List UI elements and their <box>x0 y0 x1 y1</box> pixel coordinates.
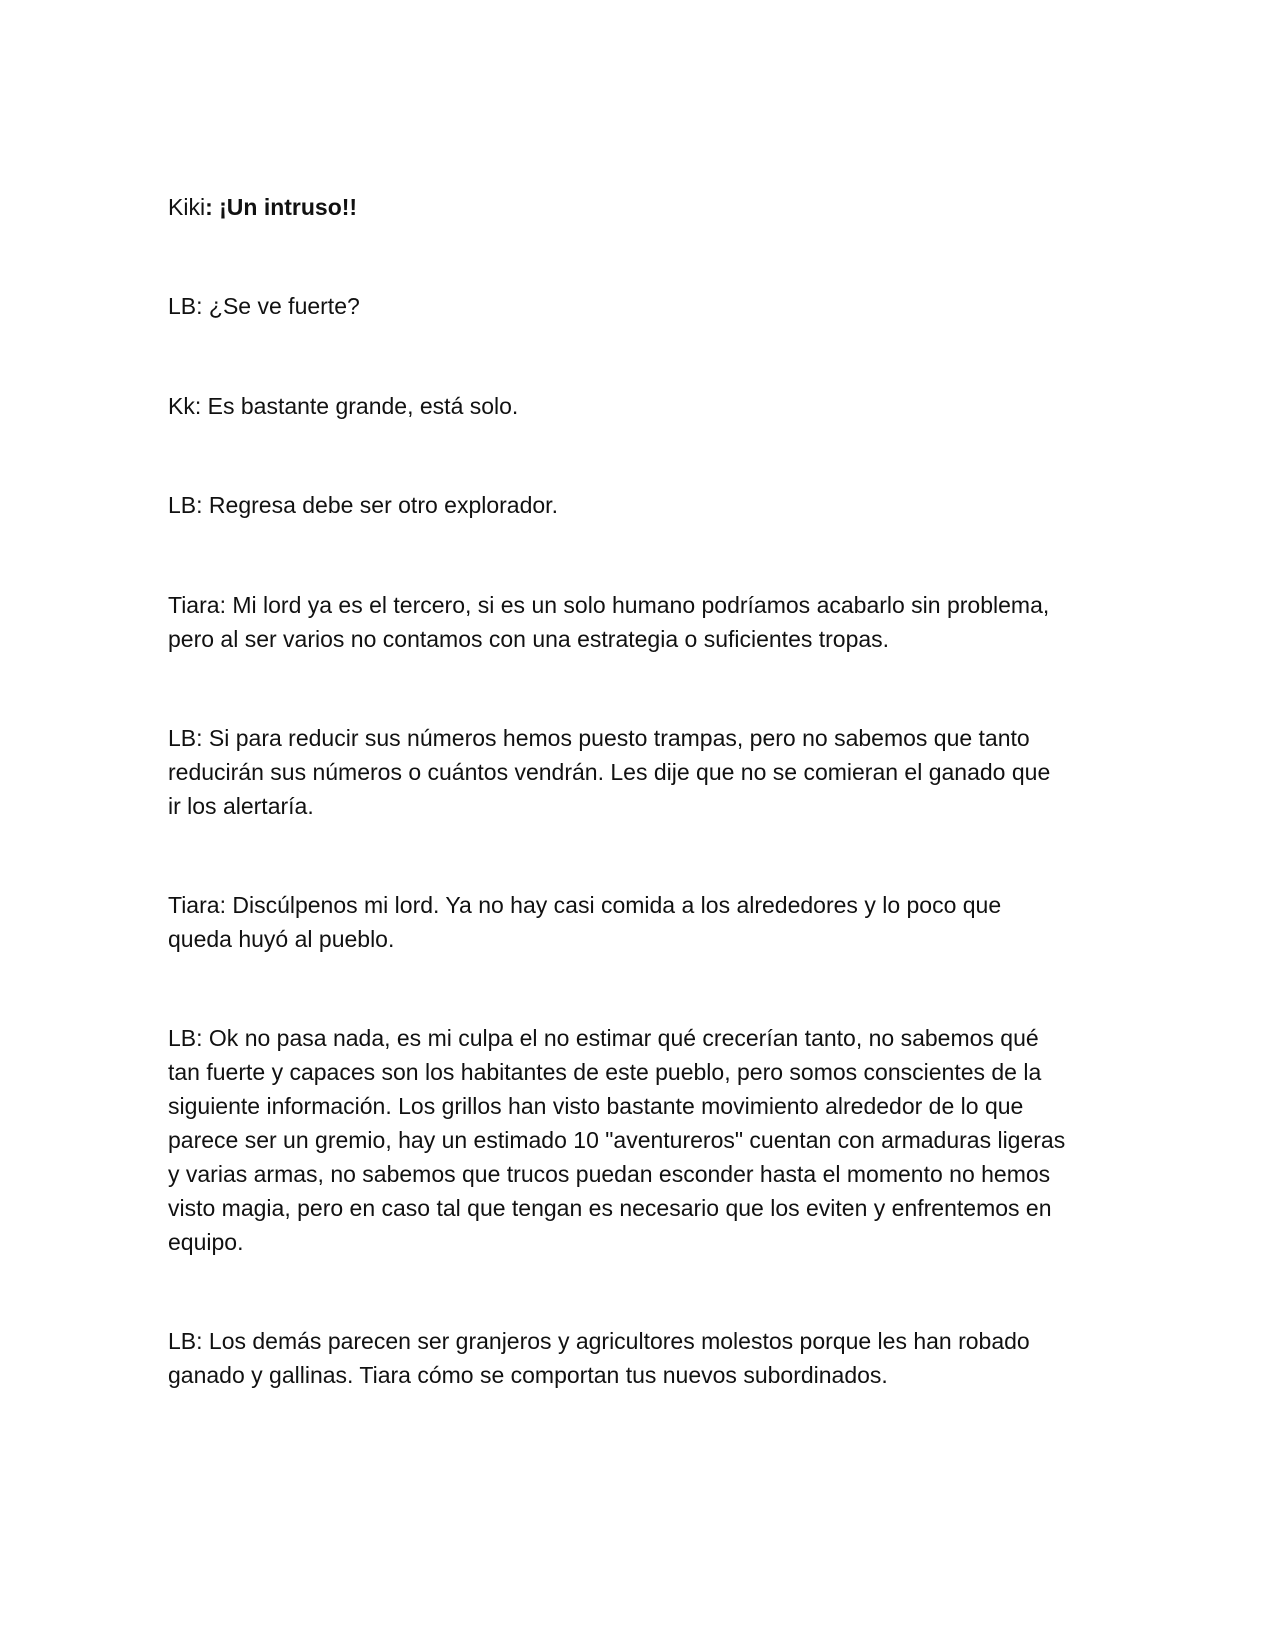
dialogue-text: Si para reducir sus números hemos puesto trampas, pero no sabemos que tanto reducirán sus números o cuántos vendrán. Les dije que no se comieran el ganado que ir los alertaría. <box>168 725 1051 819</box>
separator: : <box>219 892 233 918</box>
dialogue-line-2 <box>168 289 1068 323</box>
dialogue-text: Mi lord ya es el tercero, si es un solo humano podríamos acabarlo sin problema, pero al ser varios no contamos con una estrategia o suficientes tropas. <box>168 592 1050 652</box>
speaker-name: Kiki <box>168 194 206 220</box>
separator: : <box>196 492 209 518</box>
dialogue-line-6 <box>168 721 1068 823</box>
dialogue-line-5 <box>168 588 1068 656</box>
separator: : <box>219 592 233 618</box>
dialogue-text: Es bastante grande, está solo. <box>207 393 519 419</box>
separator: : <box>196 725 209 751</box>
speaker-name: Kk <box>168 393 195 419</box>
dialogue-text: Ok no pasa nada, es mi culpa el no estimar qué crecerían tanto, no sabemos qué tan fuerte y capaces son los habitantes de este pueblo, pero somos conscientes de la siguiente información. Los grillos han visto bastante movimiento alrededor de lo que parece ser un gremio, hay un estimado 10 "aventureros" cuentan con armaduras ligeras y varias armas, no sabemos que trucos puedan esconder hasta el momento no hemos visto magia, pero en caso tal que tengan es necesario que los eviten y enfrentemos en equipo. <box>168 1025 1066 1255</box>
separator: : <box>196 1328 209 1354</box>
speaker-name: LB <box>168 293 197 319</box>
dialogue-line-8 <box>168 1021 1068 1259</box>
dialogue-text: Los demás parecen ser granjeros y agricultores molestos porque les han robado ganado y gallinas. Tiara cómo se comportan tus nuevos subordinados. <box>168 1328 1030 1388</box>
dialogue-text: Regresa debe ser otro explorador. <box>208 492 558 518</box>
separator: : <box>196 293 209 319</box>
speaker-name: LB <box>168 492 197 518</box>
dialogue-text: ¡Un intruso!! <box>219 194 358 220</box>
separator: : <box>205 194 220 220</box>
speaker-name: Tiara <box>168 592 220 618</box>
dialogue-text: ¿Se ve fuerte? <box>208 293 360 319</box>
speaker-name: LB <box>168 1025 197 1051</box>
dialogue-line-7 <box>168 888 1068 956</box>
dialogue-line-4 <box>168 488 1068 522</box>
dialogue-line-3 <box>168 389 1068 423</box>
dialogue-text: Discúlpenos mi lord. Ya no hay casi comida a los alrededores y lo poco que queda huyó al pueblo. <box>168 892 1002 952</box>
speaker-name: LB <box>168 725 197 751</box>
speaker-name: Tiara <box>168 892 220 918</box>
separator: : <box>196 1025 209 1051</box>
dialogue-line-1 <box>168 190 1068 224</box>
separator: : <box>194 393 208 419</box>
dialogue-line-9 <box>168 1324 1068 1392</box>
speaker-name: LB <box>168 1328 197 1354</box>
